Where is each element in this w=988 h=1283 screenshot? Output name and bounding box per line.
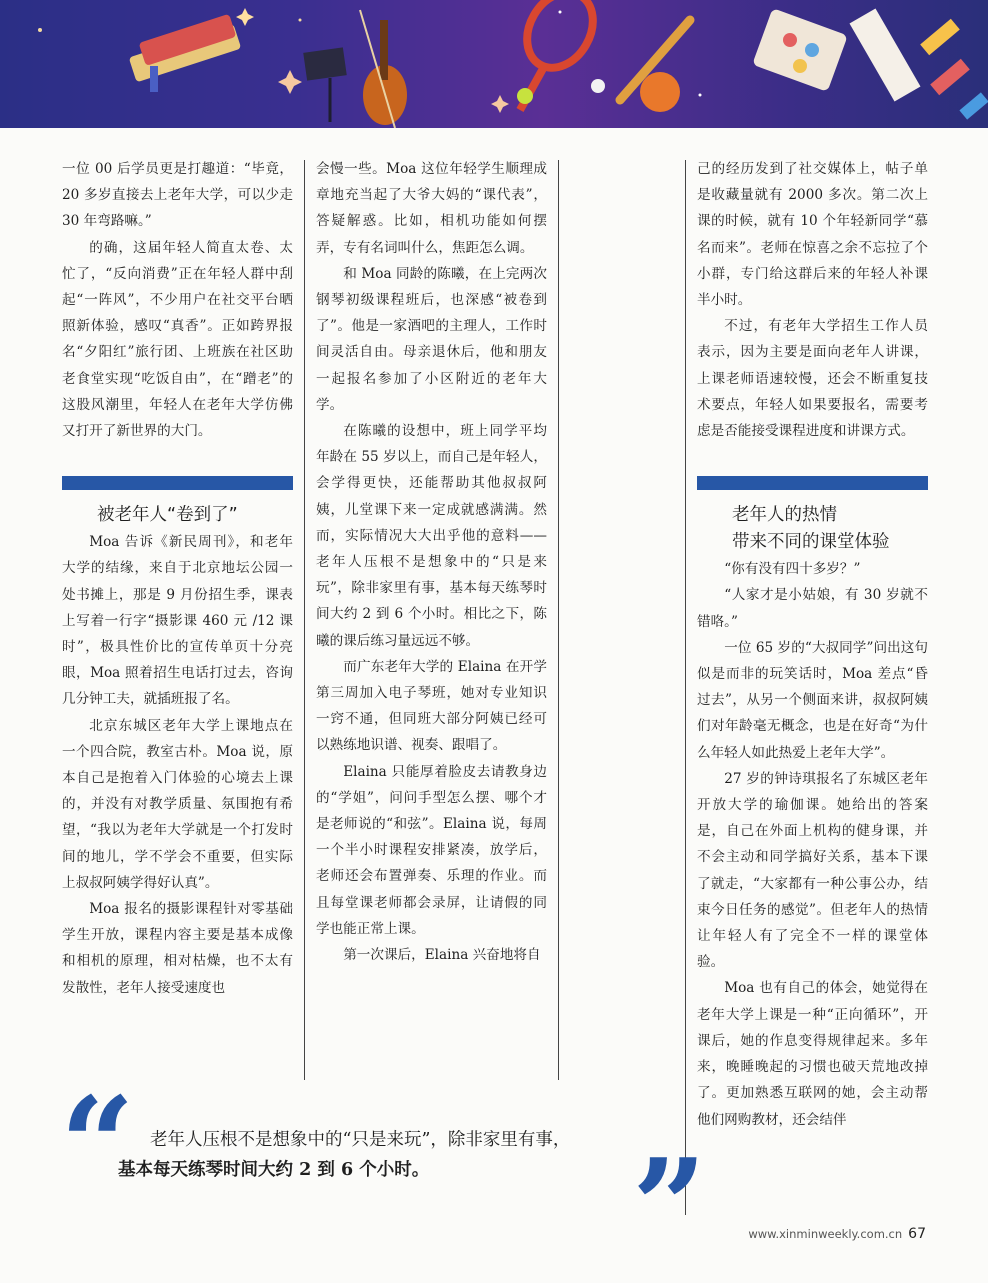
baseball-icon	[591, 79, 605, 93]
section-heading: 被老年人“卷到了”	[97, 505, 238, 526]
sparkle-icon	[491, 95, 509, 113]
paragraph: Moa 告诉《新民周刊》，和老年大学的结缘，来自于北京地坛公园一处书摊上，那是 9 月份招生季，课表上写着一行字“摄影课 460 元 /12 课时”，极具性价比的宣传单页十分亮眼，Moa 照着招生电话打过去，咨询几分钟工夫，就插班报了名。	[62, 534, 293, 708]
violin-icon	[360, 10, 407, 128]
books-icon	[129, 14, 242, 92]
article-column-3	[697, 156, 928, 1133]
art-supplies-icon	[752, 8, 988, 119]
article-column-2	[316, 156, 547, 968]
basketball-icon	[640, 72, 680, 112]
section-bar	[697, 476, 928, 490]
paragraph: 第一次课后，Elaina 兴奋地将自	[343, 947, 541, 964]
sparkle-icon	[236, 8, 254, 26]
paragraph: 和 Moa 同龄的陈曦，在上完两次钢琴初级课程班后，也深感“被卷到了”。他是一家酒吧的主理人，工作时间灵活自由。母亲退休后，他和朋友一起报名参加了小区附近的老年大学。	[316, 265, 547, 413]
paragraph: 的确，这届年轻人简直太卷、太忙了，“反向消费”正在年轻人群中刮起“一阵风”，不少用户在社交平台晒照新体验，感叹“真香”。正如跨界报名“夕阳红”旅行团、上班族在社区助老食堂实现“吃饭自由”，在“蹭老”的这股风潮里，年轻人在老年大学仿佛又打开了新世界的大门。	[62, 239, 293, 440]
paragraph: 不过，有老年大学招生工作人员表示，因为主要是面向老年人讲课，上课老师语速较慢，还会不断重复技术要点，年轻人如果要报名，需要考虑是否能接受课程进度和讲课方式。	[697, 318, 928, 440]
paragraph: Elaina 只能厚着脸皮去请教身边的“学姐”，问问手型怎么摆、哪个才是老师说的“和弦”。Elaina 说，每周一个半小时课程安排紧凑，放学后，老师还会布置弹奏、乐理的作业。而且每堂课老师都会录屏，让请假的同学也能正常上课。	[316, 763, 547, 937]
paragraph: 己的经历发到了社交媒体上，帖子单是收藏量就有 2000 多次。第二次上课的时候，就有 10 个年轻新同学“慕名而来”。老师在惊喜之余不忘拉了个小群，专门给这群后来的年轻人补课半小时。	[697, 161, 928, 309]
paragraph: “人家才是小姑娘，有 30 岁就不错咯。”	[697, 587, 928, 630]
page-footer	[748, 1226, 926, 1242]
sparkle-icon	[278, 70, 302, 94]
column-divider	[558, 160, 559, 1080]
paragraph: 在陈曦的设想中，班上同学平均年龄在 55 岁以上，而自己是年轻人，会学得更快，还能帮助其他叔叔阿姨，儿堂课下来一定成就感满满。然而，实际情况大大出乎他的意料——老年人压根不是想象中的“只是来玩”，除非家里有事，基本每天练琴时间大约 2 到 6 个小时。相比之下，陈曦的课后练习量远远不够。	[316, 423, 547, 649]
open-quote-mark-icon: “	[60, 1068, 135, 1221]
paragraph: Moa 也有自己的体会，她觉得在老年大学上课是一种“正向循环”，开课后，她的作息变得规律起来。多年来，晚睡晚起的习惯也破天荒地改掉了。更加熟悉互联网的她，会主动帮他们网购教材，还会结伴	[697, 980, 928, 1128]
close-quote-mark-icon: ”	[632, 1130, 707, 1283]
paragraph: Moa 报名的摄影课程针对零基础学生开放，课程内容主要是基本成像和相机的原理，相对枯燥，也不太有发散性，老年人接受速度也	[62, 901, 293, 996]
section-bar	[62, 476, 293, 490]
section-heading-line-2: 带来不同的课堂体验	[732, 532, 890, 553]
website-url: www.xinminweekly.com.cn	[748, 1227, 903, 1241]
paragraph: 会慢一些。Moa 这位年轻学生顺理成章地充当起了大爷大妈的“课代表”，答疑解惑。比如，相机功能如何摆弄，专有名词叫什么，焦距怎么调。	[316, 161, 547, 256]
tennis-ball-icon	[517, 88, 533, 104]
section-heading-line-1: 老年人的热情	[732, 505, 837, 526]
article-column-1	[62, 156, 293, 1001]
header-banner	[0, 0, 988, 128]
paragraph: “你有没有四十多岁？”	[724, 561, 861, 578]
paragraph: 北京东城区老年大学上课地点在一个四合院，教室古朴。Moa 说，原本自己是抱着入门体验的心境去上课的，并没有对教学质量、氛围抱有希望，“我以为老年大学就是一个打发时间的地儿，学不学会不重要，但实际上叔叔阿姨学得好认真”。	[62, 717, 293, 891]
banner-illustration	[0, 0, 988, 128]
page-number: 67	[908, 1226, 926, 1242]
paragraph: 而广东老年大学的 Elaina 在开学第三周加入电子琴班，她对专业知识一窍不通，但同班大部分阿姨已经可以熟练地识谱、视奏、跟唱了。	[316, 658, 547, 754]
pull-quote-line-2: 基本每天练琴时间大约 2 到 6 个小时。	[118, 1160, 430, 1180]
column-divider	[304, 160, 305, 1080]
paragraph: 27 岁的钟诗琪报名了东城区老年开放大学的瑜伽课。她给出的答案是，自己在外面上机构的健身课，并不会主动和同学搞好关系，基本下课了就走，“大家都有一种公事公办，结束今日任务的感觉”。但老年人的热情让年轻人有了完全不一样的课堂体验。	[697, 770, 928, 971]
pull-quote-line-1: 老年人压根不是想象中的“只是来玩”，除非家里有事，	[150, 1130, 571, 1150]
paragraph: 一位 65 岁的“大叔同学”问出这句似是而非的玩笑话时，Moa 差点“昏过去”，从另一个侧面来讲，叔叔阿姨们对年龄毫无概念，也是在好奇“为什么年轻人如此热爱上老年大学”。	[697, 639, 928, 761]
paragraph: 一位 00 后学员更是打趣道：“毕竟，20 多岁直接去上老年大学，可以少走 30 年弯路嘛。”	[62, 161, 293, 230]
music-stand-icon	[303, 47, 347, 122]
column-divider	[685, 160, 686, 1215]
